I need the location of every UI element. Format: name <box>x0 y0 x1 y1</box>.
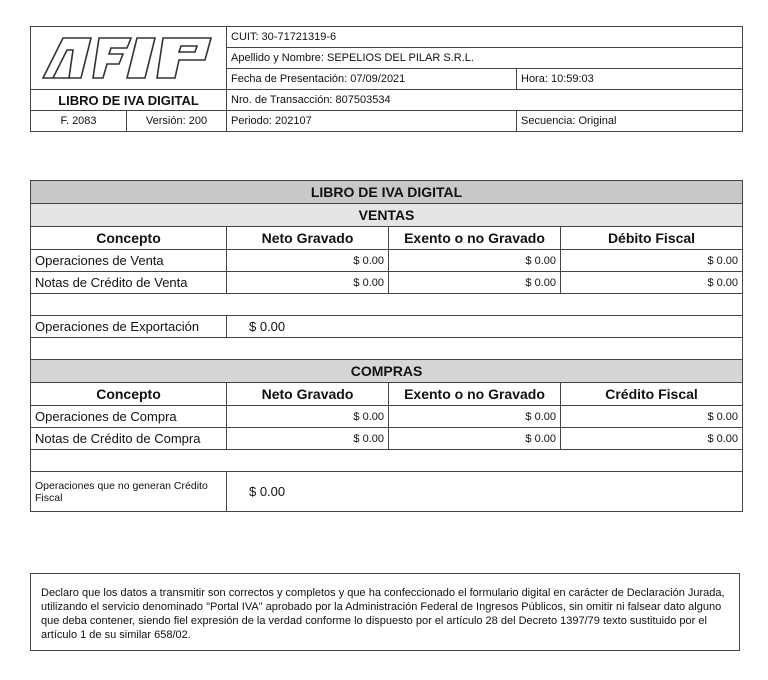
fiscal-value: $ 0.00 <box>561 250 743 272</box>
form-number: F. 2083 <box>31 111 127 132</box>
no-credit-value: $ 0.00 <box>227 472 743 512</box>
fiscal-value: $ 0.00 <box>561 272 743 294</box>
ventas-title: VENTAS <box>31 204 743 227</box>
col-fiscal: Crédito Fiscal <box>561 383 743 406</box>
version: Versión: 200 <box>127 111 227 132</box>
exento-value: $ 0.00 <box>389 250 561 272</box>
row-label: Notas de Crédito de Compra <box>31 428 227 450</box>
declaration-text: Declaro que los datos a transmitir son correctos y completos y que ha confeccionado el formulario digital en carácter de Declaración Jurada, utilizando el servicio denominado "Portal IVA" aprobado por la Administración Federal de Ingresos Públicos, sin omitir ni falsear dato alguno que deba contener, siendo fiel expresión de la verdad conforme lo dispuesto por el artículo 28 del Decreto 1397/79 texto sustituido por el artículo 1 de su similar 658/02. <box>30 573 740 651</box>
spacer <box>31 294 743 316</box>
spacer <box>31 338 743 360</box>
col-concepto: Concepto <box>31 383 227 406</box>
secuencia: Secuencia: Original <box>517 111 743 132</box>
neto-value: $ 0.00 <box>227 428 389 450</box>
neto-value: $ 0.00 <box>227 406 389 428</box>
afip-logo <box>31 27 227 90</box>
periodo: Periodo: 202107 <box>227 111 517 132</box>
fiscal-value: $ 0.00 <box>561 406 743 428</box>
table-row <box>31 250 743 272</box>
table-row <box>31 428 743 450</box>
col-neto: Neto Gravado <box>227 227 389 250</box>
exento-value: $ 0.00 <box>389 406 561 428</box>
neto-value: $ 0.00 <box>227 272 389 294</box>
col-exento: Exento o no Gravado <box>389 383 561 406</box>
iva-table <box>30 180 743 512</box>
compras-title: COMPRAS <box>31 360 743 383</box>
cuit: CUIT: 30-71721319-6 <box>227 27 743 48</box>
col-concepto: Concepto <box>31 227 227 250</box>
row-label: Notas de Crédito de Venta <box>31 272 227 294</box>
col-fiscal: Débito Fiscal <box>561 227 743 250</box>
nro-transaccion: Nro. de Transacción: 807503534 <box>227 90 743 111</box>
spacer <box>31 450 743 472</box>
exento-value: $ 0.00 <box>389 272 561 294</box>
no-credit-label: Operaciones que no generan Crédito Fiscal <box>31 472 227 512</box>
export-value: $ 0.00 <box>227 316 743 338</box>
libro-title: LIBRO DE IVA DIGITAL <box>31 90 227 111</box>
fiscal-value: $ 0.00 <box>561 428 743 450</box>
apellido-nombre: Apellido y Nombre: SEPELIOS DEL PILAR S.R.L. <box>227 48 743 69</box>
neto-value: $ 0.00 <box>227 250 389 272</box>
row-label: Operaciones de Compra <box>31 406 227 428</box>
no-credit-row <box>31 472 743 512</box>
section-title: LIBRO DE IVA DIGITAL <box>31 181 743 204</box>
table-row <box>31 272 743 294</box>
row-label: Operaciones de Venta <box>31 250 227 272</box>
col-exento: Exento o no Gravado <box>389 227 561 250</box>
col-neto: Neto Gravado <box>227 383 389 406</box>
hora: Hora: 10:59:03 <box>517 69 743 90</box>
export-row <box>31 316 743 338</box>
exento-value: $ 0.00 <box>389 428 561 450</box>
export-label: Operaciones de Exportación <box>31 316 227 338</box>
afip-logo-icon <box>39 32 219 82</box>
header-table <box>30 26 743 132</box>
fecha-presentacion: Fecha de Presentación: 07/09/2021 <box>227 69 517 90</box>
table-row <box>31 406 743 428</box>
